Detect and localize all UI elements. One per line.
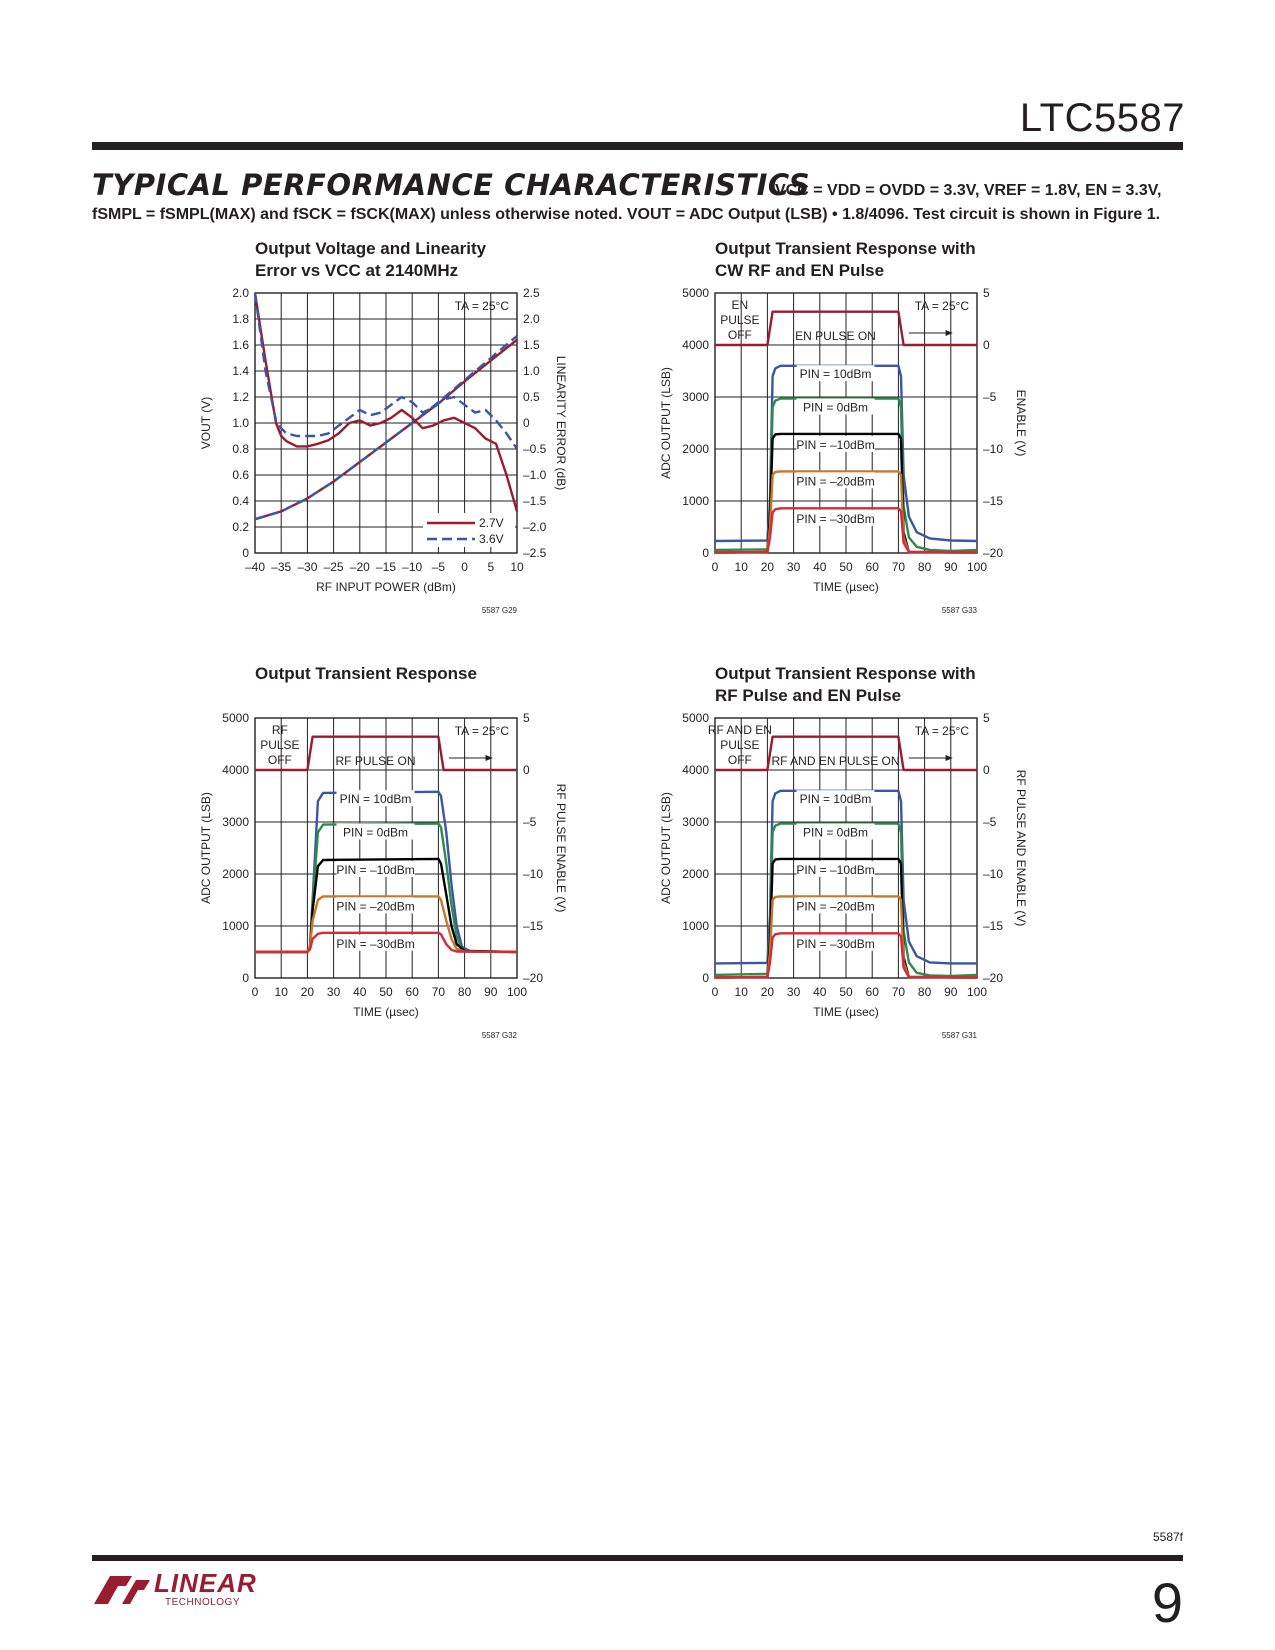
y2-tick-label: 0 [523, 763, 530, 777]
x-tick-label: 50 [379, 985, 393, 999]
y-tick-label: 1.0 [232, 416, 249, 430]
pin-label: PIN = –10dBm [796, 862, 875, 877]
x-tick-label: 30 [786, 560, 801, 574]
x-axis-label: TIME (µsec) [813, 580, 879, 594]
y-tick-label: 0.4 [232, 494, 249, 508]
y-tick-label: 5000 [682, 711, 709, 725]
pin-label: PIN = –20dBm [796, 474, 875, 489]
y2-tick-label: –1.5 [523, 494, 547, 508]
pin-label: PIN = 10dBm [339, 792, 412, 807]
pin-label: PIN = 0dBm [803, 400, 869, 415]
pulse-off-label: OFF [267, 753, 292, 767]
x-tick-label: –35 [271, 560, 292, 574]
x-tick-label: 20 [760, 560, 775, 574]
x-tick-label: 0 [711, 985, 719, 999]
x-axis-label: RF INPUT POWER (dBm) [316, 580, 456, 594]
y-tick-label: 0.2 [232, 520, 249, 534]
bottom-rule [92, 1555, 1183, 1561]
chart-title-line-1: Output Transient Response [255, 665, 477, 683]
logo-wordmark: LINEAR [154, 1568, 257, 1598]
y-tick-label: 3000 [682, 815, 709, 829]
temperature-annotation: TA = 25°C [454, 299, 509, 313]
chart-title-line-2: CW RF and EN Pulse [715, 261, 885, 280]
pulse-off-label: RF [271, 723, 288, 737]
part-number: LTC5587 [1019, 96, 1185, 140]
y2-tick-label: –20 [523, 971, 544, 985]
x-tick-label: –25 [323, 560, 344, 574]
y-tick-label: 4000 [682, 763, 709, 777]
x-axis-label: TIME (µsec) [353, 1005, 419, 1019]
y2-tick-label: –2.5 [523, 546, 547, 560]
y2-tick-label: –10 [523, 867, 544, 881]
y-tick-label: 1.6 [232, 338, 249, 352]
y2-axis-label: ENABLE (V) [1014, 389, 1028, 457]
x-tick-label: 20 [760, 985, 775, 999]
y-tick-label: 0.8 [232, 442, 249, 456]
x-tick-label: –10 [402, 560, 423, 574]
x-axis-label: TIME (µsec) [813, 1005, 879, 1019]
x-tick-label: –15 [375, 560, 397, 574]
x-tick-label: –40 [244, 560, 266, 574]
y2-tick-label: –5 [523, 815, 537, 829]
x-tick-label: 10 [734, 985, 748, 999]
y2-tick-label: 0 [983, 338, 990, 352]
x-tick-label: 30 [326, 985, 341, 999]
arrow-head-icon [946, 755, 953, 761]
chart-transient-cw-rf-en-pulse [640, 240, 1240, 640]
y2-tick-label: –5 [983, 815, 997, 829]
y-tick-label: 1000 [682, 919, 709, 933]
x-tick-label: 80 [917, 560, 932, 574]
y2-tick-label: –10 [983, 442, 1004, 456]
x-tick-label: –20 [349, 560, 370, 574]
pulse-on-label: RF PULSE ON [335, 754, 416, 768]
pin-label: PIN = –30dBm [796, 936, 875, 951]
x-tick-label: 50 [839, 985, 853, 999]
x-tick-label: –5 [431, 560, 446, 574]
chart-title-line-1: Output Transient Response with [715, 240, 976, 258]
x-tick-label: 60 [405, 985, 419, 999]
pin-label: PIN = 10dBm [799, 792, 872, 807]
chart-title-line-1: Output Voltage and Linearity [255, 240, 487, 258]
x-tick-label: 80 [917, 985, 932, 999]
y-tick-label: 4000 [682, 338, 709, 352]
top-rule [92, 142, 1183, 150]
y-axis-label: ADC OUTPUT (LSB) [199, 792, 213, 904]
logo-subtitle: TECHNOLOGY [165, 1597, 241, 1608]
x-tick-label: 90 [944, 560, 958, 574]
y2-tick-label: –15 [983, 494, 1004, 508]
y2-tick-label: 5 [523, 711, 530, 725]
y-tick-label: 1.4 [232, 364, 249, 378]
y2-tick-label: –1.0 [523, 468, 547, 482]
pulse-on-label: RF AND EN PULSE ON [771, 754, 900, 768]
y-tick-label: 1000 [222, 919, 249, 933]
pin-label: PIN = –30dBm [336, 936, 415, 951]
figure-code: 5587 G33 [941, 606, 977, 615]
y-axis-label: VOUT (V) [199, 396, 213, 450]
x-tick-label: 10 [734, 560, 748, 574]
x-tick-label: 70 [891, 985, 906, 999]
y-tick-label: 0.6 [232, 468, 249, 482]
y2-tick-label: 1.0 [523, 364, 540, 378]
pin-label: PIN = –30dBm [796, 511, 875, 526]
y-axis-label: ADC OUTPUT (LSB) [659, 367, 673, 479]
pin-label: PIN = 0dBm [803, 825, 869, 840]
y2-axis-label: LINEARITY ERROR (dB) [554, 355, 568, 491]
temperature-annotation: TA = 25°C [454, 724, 509, 738]
x-tick-label: 10 [510, 560, 524, 574]
y2-axis-label: RF PULSE ENABLE (V) [554, 783, 568, 913]
conditions-line-1: VCC = VDD = OVDD = 3.3V, VREF = 1.8V, EN = 3.3V, [775, 182, 1162, 199]
y-tick-label: 5000 [222, 711, 249, 725]
pin-label: PIN = 0dBm [343, 825, 409, 840]
y2-tick-label: –15 [523, 919, 544, 933]
y2-tick-label: 5 [983, 286, 990, 300]
y2-tick-label: 0 [983, 763, 990, 777]
y-tick-label: 2000 [682, 867, 709, 881]
y2-tick-label: 5 [983, 711, 990, 725]
x-tick-label: 90 [484, 985, 498, 999]
pulse-off-label: RF AND EN [707, 723, 772, 737]
y2-tick-label: –5 [983, 390, 997, 404]
x-tick-label: 60 [865, 560, 879, 574]
y-axis-label: ADC OUTPUT (LSB) [659, 792, 673, 904]
x-tick-label: 70 [891, 560, 906, 574]
x-tick-label: 0 [251, 985, 259, 999]
y-tick-label: 1.8 [232, 312, 249, 326]
pulse-off-label: EN [731, 298, 749, 312]
y-tick-label: 2000 [222, 867, 249, 881]
pin-label: PIN = –20dBm [336, 899, 415, 914]
temperature-annotation: TA = 25°C [914, 724, 969, 738]
temperature-annotation: TA = 25°C [914, 299, 969, 313]
pulse-off-label: PULSE [720, 313, 760, 327]
x-tick-label: 5 [487, 560, 495, 574]
x-tick-label: 80 [457, 985, 472, 999]
figure-code: 5587 G29 [481, 606, 517, 615]
x-tick-label: 0 [711, 560, 719, 574]
arrow-head-icon [486, 755, 493, 761]
y-tick-label: 1.2 [232, 390, 249, 404]
y-tick-label: 5000 [682, 286, 709, 300]
page-number: 9 [1151, 1571, 1183, 1634]
y-tick-label: 0 [242, 546, 249, 560]
y2-tick-label: –15 [983, 919, 1004, 933]
y-tick-label: 2000 [682, 442, 709, 456]
legend-label: 3.6V [479, 532, 504, 546]
y2-tick-label: –10 [983, 867, 1004, 881]
x-tick-label: 40 [813, 985, 827, 999]
x-tick-label: 90 [944, 985, 958, 999]
y2-tick-label: 0.5 [523, 390, 540, 404]
x-tick-label: 20 [300, 985, 315, 999]
x-tick-label: 10 [274, 985, 288, 999]
pulse-on-label: EN PULSE ON [795, 329, 876, 343]
y-tick-label: 1000 [682, 494, 709, 508]
legend-label: 2.7V [479, 516, 504, 530]
y-tick-label: 0 [242, 971, 249, 985]
y2-tick-label: –20 [983, 546, 1004, 560]
figure-code: 5587 G32 [481, 1031, 517, 1040]
y-tick-label: 2.0 [232, 286, 249, 300]
x-tick-label: 100 [966, 985, 988, 999]
x-tick-label: 70 [431, 985, 446, 999]
y2-tick-label: –2.0 [523, 520, 547, 534]
pin-label: PIN = –20dBm [796, 899, 875, 914]
x-tick-label: 40 [813, 560, 827, 574]
x-tick-label: 0 [461, 560, 468, 574]
y-tick-label: 3000 [682, 390, 709, 404]
chart-title-line-2: Error vs VCC at 2140MHz [255, 261, 459, 280]
chart-transient-rf-pulse-en-pulse [640, 665, 1240, 1065]
y2-tick-label: –0.5 [523, 442, 547, 456]
y-tick-label: 0 [702, 546, 709, 560]
x-tick-label: –30 [297, 560, 318, 574]
pulse-off-label: PULSE [720, 738, 760, 752]
section-title: TYPICAL PERFORMANCE CHARACTERISTICS [92, 168, 811, 202]
document-code: 5587f [1152, 1530, 1183, 1544]
conditions-line-2: fSMPL = fSMPL(MAX) and fSCK = fSCK(MAX) unless otherwise noted. VOUT = ADC Output (LSB) • 1.8/4096. Test circuit is shown in Figure 1. [92, 206, 1161, 223]
chart-title-line-1: Output Transient Response with [715, 665, 976, 683]
x-tick-label: 40 [353, 985, 367, 999]
y2-axis-label: RF PULSE AND ENABLE (V) [1014, 769, 1028, 927]
y-tick-label: 3000 [222, 815, 249, 829]
y2-tick-label: –20 [983, 971, 1004, 985]
chart-title-line-2: RF Pulse and EN Pulse [715, 686, 902, 705]
y2-tick-label: 1.5 [523, 338, 540, 352]
pin-label: PIN = 10dBm [799, 367, 872, 382]
x-tick-label: 60 [865, 985, 879, 999]
x-tick-label: 30 [786, 985, 801, 999]
y-tick-label: 0 [702, 971, 709, 985]
x-tick-label: 100 [966, 560, 988, 574]
pulse-off-label: PULSE [260, 738, 300, 752]
pin-label: PIN = –10dBm [796, 437, 875, 452]
arrow-head-icon [946, 330, 953, 336]
x-tick-label: 50 [839, 560, 853, 574]
y2-tick-label: 2.0 [523, 312, 540, 326]
pin-label: PIN = –10dBm [336, 862, 415, 877]
x-tick-label: 100 [506, 985, 528, 999]
y-tick-label: 4000 [222, 763, 249, 777]
pulse-off-label: OFF [727, 328, 752, 342]
y2-tick-label: 0 [523, 416, 530, 430]
y2-tick-label: 2.5 [523, 286, 540, 300]
pulse-off-label: OFF [727, 753, 752, 767]
figure-code: 5587 G31 [941, 1031, 977, 1040]
